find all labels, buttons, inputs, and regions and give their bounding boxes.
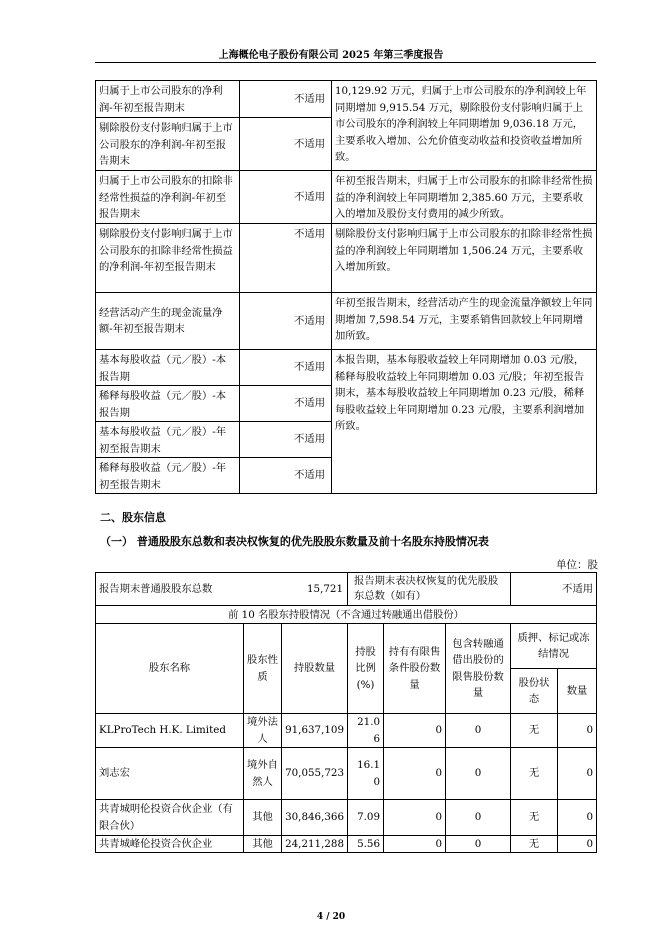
total-shareholders-cell [96, 573, 348, 606]
row-value: 不适用 [240, 224, 332, 293]
shareholder-restricted: 0 [384, 800, 446, 836]
shareholder-shares: 30,846,366 [282, 800, 348, 836]
shareholder-qty: 0 [558, 836, 597, 853]
table-row [96, 714, 597, 748]
header-ratio: 持股比例(%) [348, 624, 384, 714]
top10-subtitle: 前 10 名股东持股情况（不含通过转融通出借股份） [96, 606, 597, 624]
shareholder-ratio: 16.10 [348, 748, 384, 800]
table-row [96, 293, 597, 350]
table-row [96, 606, 597, 624]
page-header-title: 上海概伦电子股份有限公司 2025 年第三季度报告 [218, 50, 444, 61]
row-label: 稀释每股收益（元／股）-本报告期 [96, 386, 240, 422]
row-label: 稀释每股收益（元／股）-年初至报告期末 [96, 458, 240, 494]
row-label: 剔除股份支付影响归属于上市公司股东的净利润-年初至报告期末 [96, 118, 240, 171]
row-value: 不适用 [240, 458, 332, 494]
row-note: 剔除股份支付影响归属于上市公司股东的扣除非经常性损益的净利润较上年同期增加 1,506.24 万元，主要系收入增加所致。 [332, 224, 597, 293]
row-value: 不适用 [240, 386, 332, 422]
row-note: 年初至报告期末，归属于上市公司股东的扣除非经常性损益的净利润较上年同期增加 2,385.60 万元，主要系收入的增加及股份支付费用的减少所致。 [332, 171, 597, 224]
shareholder-shares: 91,637,109 [282, 714, 348, 748]
row-value: 不适用 [240, 293, 332, 350]
shareholder-nature: 其他 [244, 800, 282, 836]
table-row [96, 171, 597, 224]
row-value: 不适用 [240, 118, 332, 171]
header-nature: 股东性质 [244, 624, 282, 714]
shareholder-shares: 70,055,723 [282, 748, 348, 800]
row-label: 基本每股收益（元／股）-年初至报告期末 [96, 422, 240, 458]
header-pledge: 质押、标记或冻结情况 [511, 624, 597, 669]
shareholder-nature: 其他 [244, 836, 282, 853]
shareholder-restricted: 0 [384, 748, 446, 800]
shareholder-status: 无 [511, 748, 558, 800]
shareholder-status: 无 [511, 714, 558, 748]
row-label: 归属于上市公司股东的扣除非经常性损益的净利润-年初至报告期末 [96, 171, 240, 224]
row-label: 经营活动产生的现金流量净额-年初至报告期末 [96, 293, 240, 350]
row-note: 本报告期，基本每股收益较上年同期增加 0.03 元/股，稀释每股收益较上年同期增加 0.03 元/股；年初至报告期末，基本每股收益较上年同期增加 0.23 元/股，稀释每股收益较上年同期增加 0.23 元/股，主要系利润增加所致。 [332, 350, 597, 494]
header-divider [95, 62, 596, 63]
section-subheading: （一） 普通股股东总数和表决权恢复的优先股股东数量及前十名股东持股情况表 [100, 535, 489, 548]
header-qty: 数量 [558, 669, 597, 714]
shareholder-lending: 0 [446, 800, 511, 836]
table-header-row [96, 624, 597, 669]
row-value: 不适用 [240, 171, 332, 224]
shareholder-ratio: 5.56 [348, 836, 384, 853]
row-label: 归属于上市公司股东的净利润-年初至报告期末 [96, 81, 240, 118]
section-heading: 二、股东信息 [100, 511, 166, 524]
table-row [96, 224, 597, 293]
shareholder-status: 无 [511, 800, 558, 836]
header-shares: 持股数量 [282, 624, 348, 714]
total-shareholders-label: 报告期末普通股股东总数 [99, 582, 213, 595]
shareholder-restricted: 0 [384, 714, 446, 748]
shareholder-nature: 境外法人 [244, 714, 282, 748]
row-value: 不适用 [240, 422, 332, 458]
table-row [96, 836, 597, 853]
table-row [96, 81, 597, 118]
header-lending: 包含转融通借出股份的限售股份数量 [446, 624, 511, 714]
shareholder-lending: 0 [446, 748, 511, 800]
shareholder-lending: 0 [446, 714, 511, 748]
shareholder-shares: 24,211,288 [282, 836, 348, 853]
row-label: 基本每股收益（元／股）-本报告期 [96, 350, 240, 386]
page-number: 4 / 20 [316, 912, 346, 922]
shareholder-ratio: 7.09 [348, 800, 384, 836]
table-row [96, 800, 597, 836]
preferred-shareholders-value: 不适用 [511, 573, 597, 606]
shareholder-ratio: 21.06 [348, 714, 384, 748]
row-note: 年初至报告期末，经营活动产生的现金流量净额较上年同期增加 7,598.54 万元，主要系销售回款较上年同期增加所致。 [332, 293, 597, 350]
preferred-shareholders-label: 报告期末表决权恢复的优先股股东总数（如有） [348, 573, 511, 606]
shareholder-name: KLProTech H.K. Limited [96, 714, 244, 748]
table-row [96, 573, 597, 606]
shareholder-restricted: 0 [384, 836, 446, 853]
total-shareholders-value: 15,721 [307, 583, 344, 595]
shareholder-qty: 0 [558, 800, 597, 836]
shareholder-nature: 境外自然人 [244, 748, 282, 800]
shareholder-name: 刘志宏 [96, 748, 244, 800]
header-status: 股份状态 [511, 669, 558, 714]
shareholder-status: 无 [511, 836, 558, 853]
shareholder-qty: 0 [558, 748, 597, 800]
shareholder-qty: 0 [558, 714, 597, 748]
header-restricted: 持有有限售条件股份数量 [384, 624, 446, 714]
row-note: 10,129.92 万元，归属于上市公司股东的净利润较上年同期增加 9,915.54 万元，剔除股份支付影响归属于上市公司股东的净利润较上年同期增加 9,036.18 万元，主要系收入增加、公允价值变动收益和投资收益增加所致。 [332, 81, 597, 171]
row-label: 剔除股份支付影响归属于上市公司股东的扣除非经常性损益的净利润-年初至报告期末 [96, 224, 240, 293]
table-row [96, 350, 597, 386]
table-row [96, 748, 597, 800]
row-value: 不适用 [240, 81, 332, 118]
row-value: 不适用 [240, 350, 332, 386]
shareholder-lending: 0 [446, 836, 511, 853]
shareholder-name: 共青城峰伦投资合伙企业 [96, 836, 244, 853]
header-name: 股东名称 [96, 624, 244, 714]
shareholder-name: 共青城明伦投资合伙企业（有限合伙） [96, 800, 244, 836]
financial-indicators-table [95, 80, 597, 494]
unit-label: 单位：股 [556, 559, 598, 571]
shareholders-table [95, 572, 597, 853]
